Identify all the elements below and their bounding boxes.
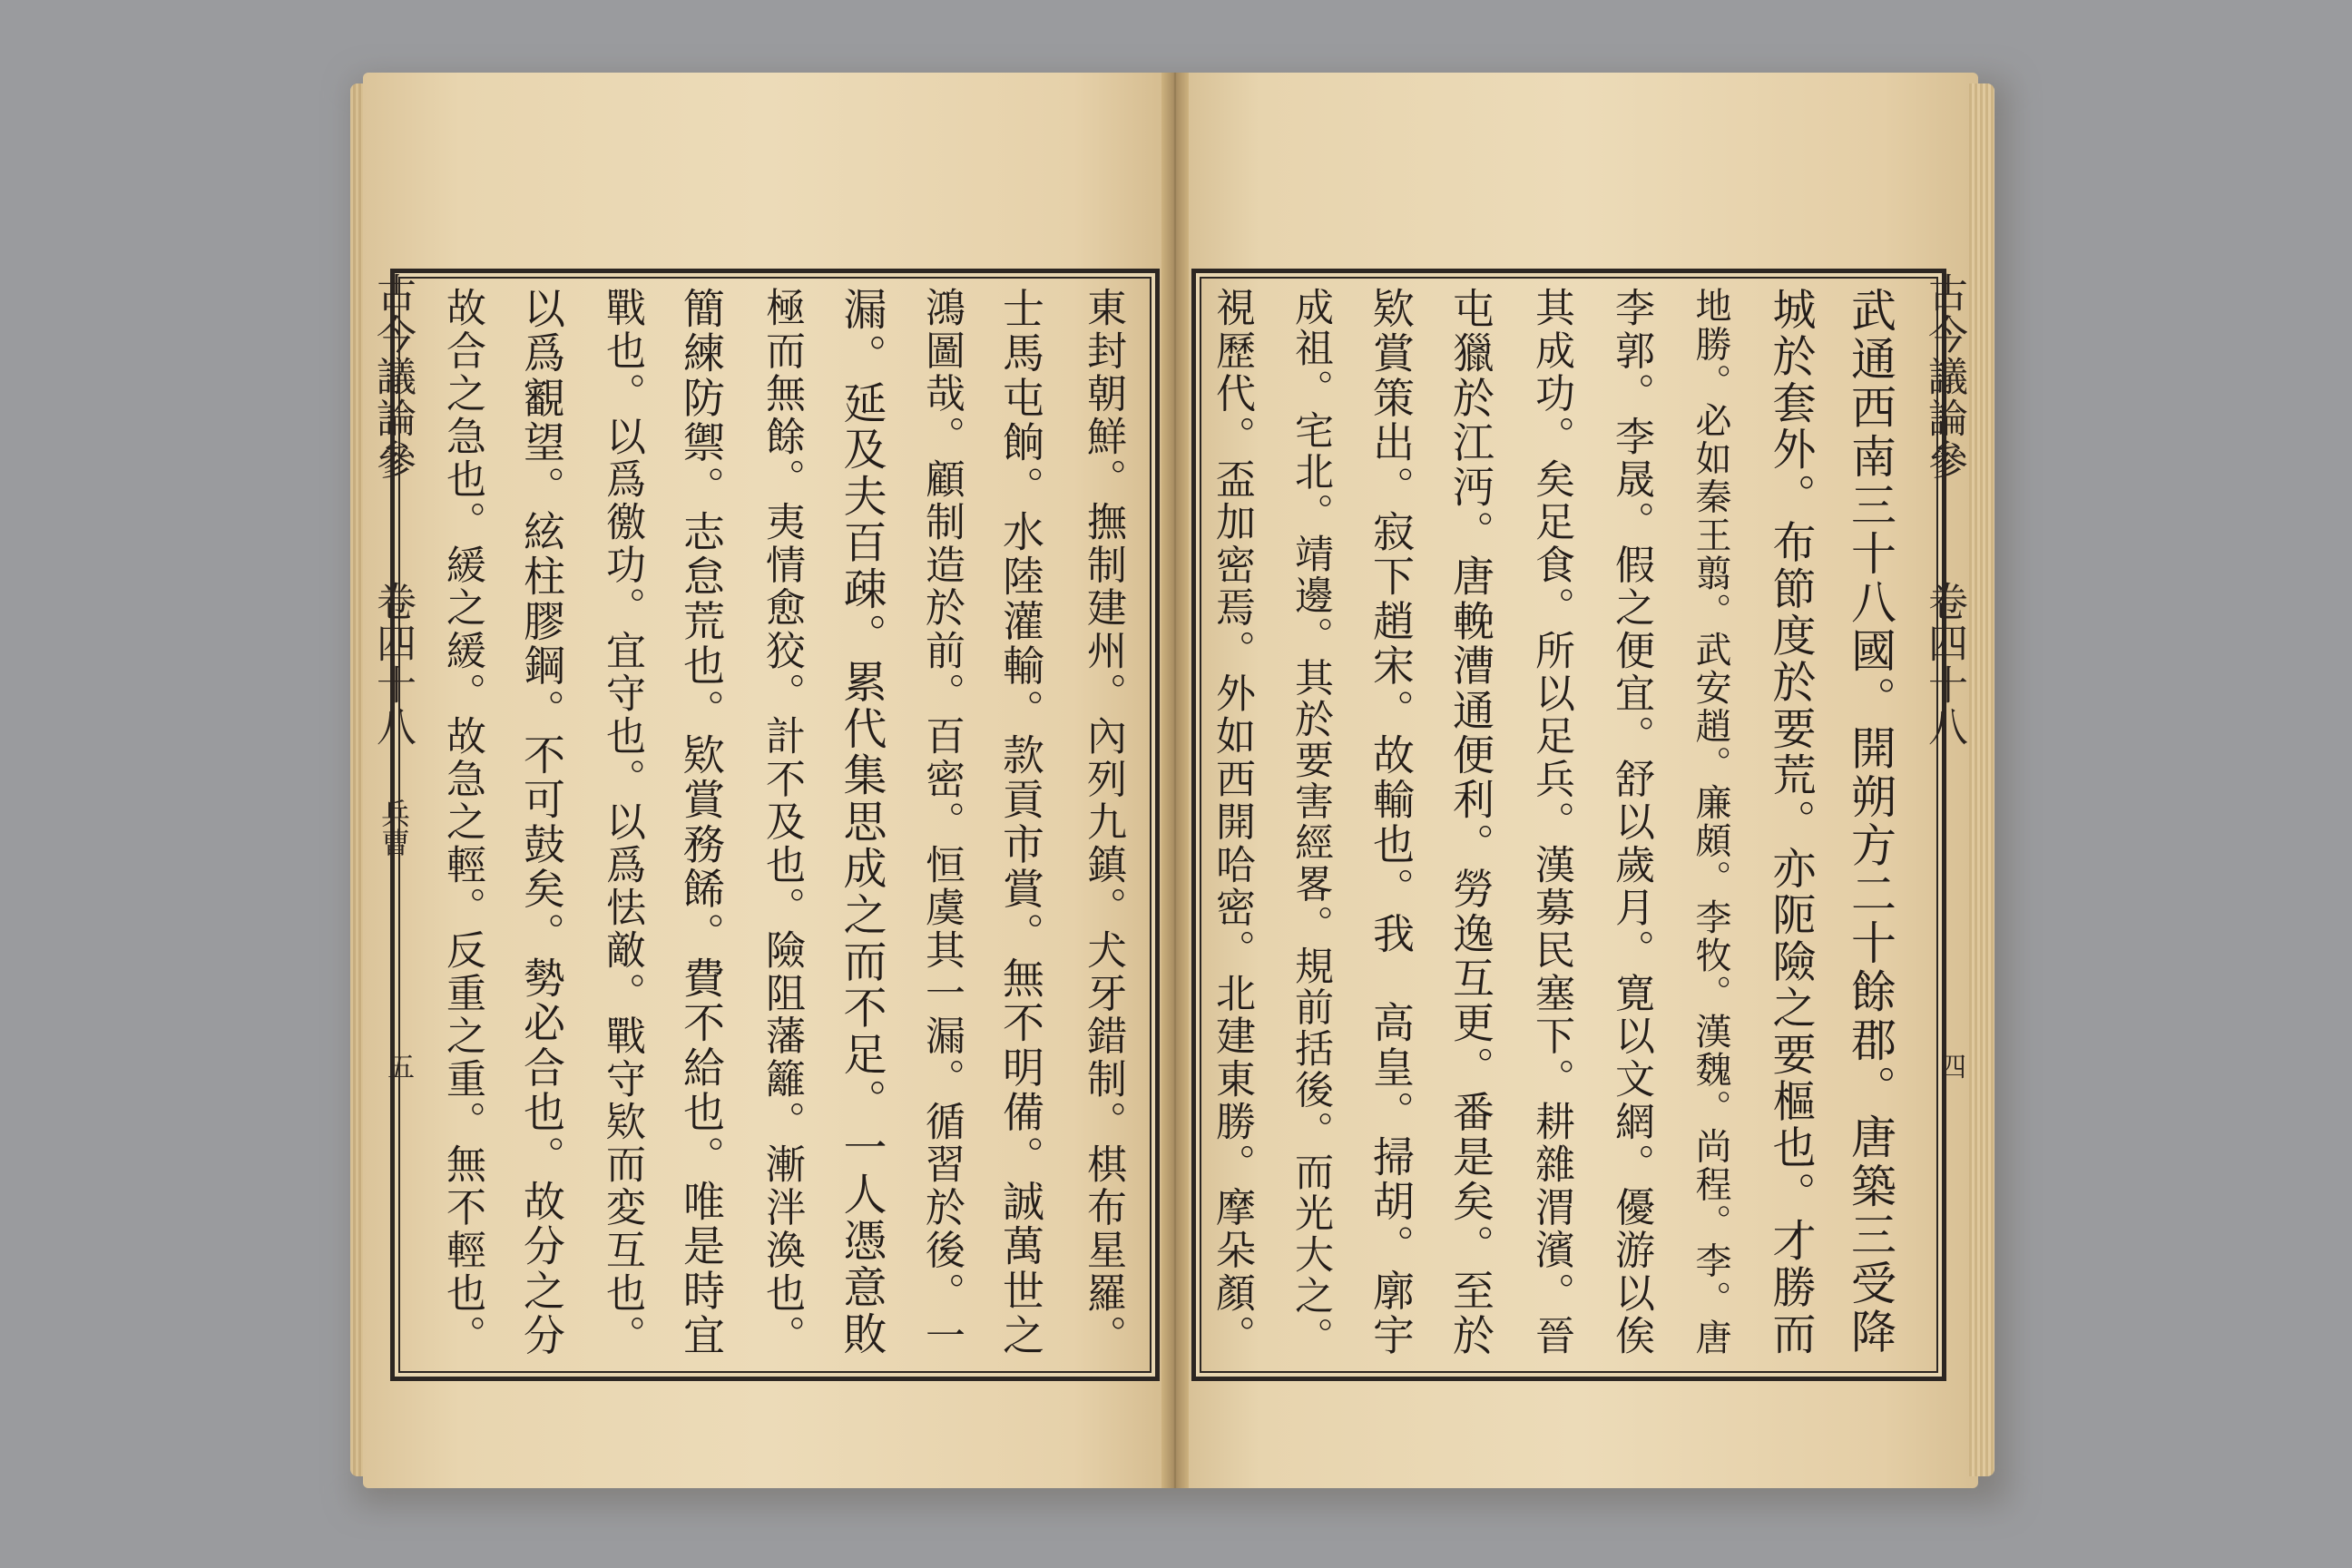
- left-page-number: 五: [382, 1053, 414, 1080]
- left-column-3: 鴻圖哉。顧制造於前。百密。恒虞其一漏。循習於後。一: [918, 287, 965, 1357]
- book-gutter: [1161, 73, 1189, 1488]
- left-column-5: 極而無餘。夷情愈狡。計不及也。險阻藩籬。漸泮渙也。: [759, 287, 805, 1357]
- left-column-7: 戰也。以爲徼功。宜守也。以爲怯敵。戰守欵而変互也。: [599, 287, 645, 1357]
- left-banner-title: 古今議論參: [369, 272, 416, 481]
- right-column-8: 成祖。宅北。靖邊。其於要害經畧。規前括後。而光大之。: [1289, 287, 1334, 1358]
- right-column-5: 其成功。矣足食。所以足兵。漢募民塞下。耕雜渭濱。晉: [1528, 287, 1574, 1357]
- left-column-6: 簡練防禦。志怠荒也。欵賞務餙。費不給也。唯是時宜: [677, 287, 726, 1358]
- left-column-8: 以爲覾望。絃柱膠鋼。不可鼓矣。勢必合也。故分之分: [517, 287, 566, 1358]
- right-column-1: 武通西南三十八國。開朔方二十餘郡。唐築三受降: [1844, 287, 1896, 1357]
- left-banner-section: 兵曹: [377, 799, 411, 857]
- right-column-6: 屯獵於江沔。唐輓漕通便利。勞逸互更。番是矣。至於: [1446, 287, 1495, 1358]
- left-column-2: 士馬屯餉。水陸灌輸。款貢市賞。無不明備。誠萬世之: [996, 287, 1045, 1358]
- right-column-3: 地勝。必如秦王翦。武安趙。廉頗。李牧。漢魏。尚程。李。唐: [1690, 287, 1731, 1357]
- right-column-9: 視歷代。盃加密焉。外如西開哈密。北建東勝。摩朵顏。: [1209, 287, 1255, 1357]
- right-page-edges: [1969, 83, 1994, 1476]
- right-column-7: 欵賞策出。寂下趙宋。故輸也。我 高皇。掃胡。廓宇: [1367, 287, 1416, 1358]
- right-column-4: 李郭。李晟。假之便宜。舒以歲月。寛以文網。優游以俟: [1608, 287, 1654, 1357]
- right-banner-volume: 卷四十八: [1921, 581, 1967, 748]
- left-column-1: 東封朝鮮。撫制建州。內列九鎮。犬牙錯制。棋布星羅。: [1080, 287, 1126, 1357]
- right-banner-title: 古今議論參: [1921, 272, 1967, 481]
- right-page-number: 四: [1934, 1053, 1965, 1080]
- left-banner-volume: 卷四十八: [369, 581, 416, 748]
- left-column-4: 漏。延及夫百疎。累代集思成之而不足。一人憑意敗: [836, 287, 887, 1357]
- left-column-9: 故合之急也。緩之緩。故急之輕。反重之重。無不輕也。: [439, 287, 485, 1357]
- right-column-2: 城於套外。布節度於要荒。亦阨險之要樞也。才勝而: [1765, 287, 1816, 1357]
